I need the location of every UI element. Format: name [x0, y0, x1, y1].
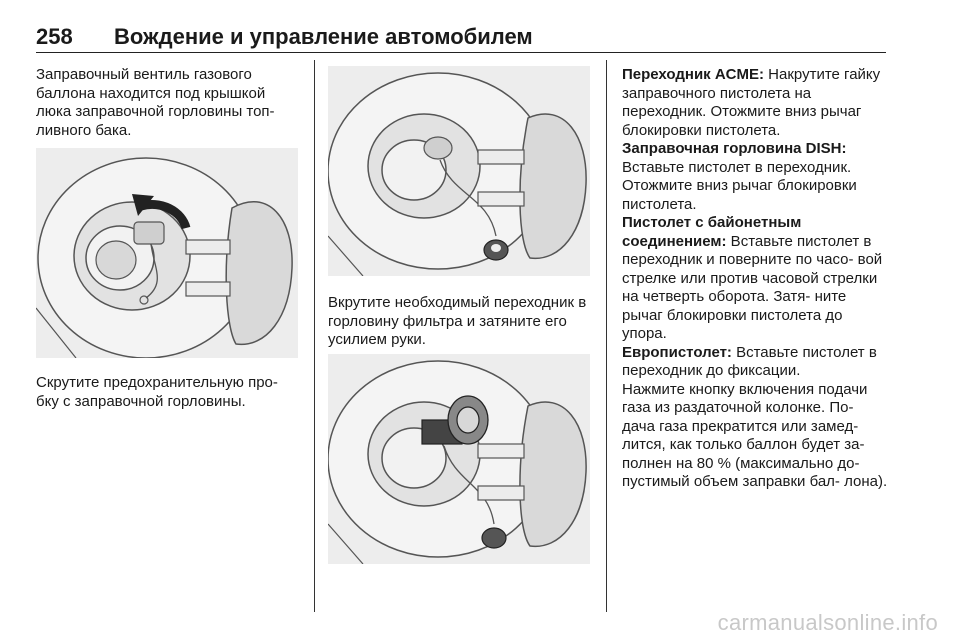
col1-caption: Скрутите предохранительную про- бку с заправочной горловины.	[36, 374, 278, 410]
column-divider-1	[314, 60, 315, 612]
illustration-open-filler	[328, 66, 590, 276]
watermark: carmanualsonline.info	[717, 610, 938, 635]
illustration-remove-cap	[36, 148, 298, 358]
instruction-acme	[622, 66, 888, 140]
page-header	[36, 26, 886, 53]
text-euro: Вставьте пистолет в переходник до фиксации.	[622, 343, 877, 379]
term-bayonet: Пистолет с байонетным соединением:	[622, 214, 802, 250]
instruction-dish	[622, 140, 888, 214]
column-divider-2	[606, 60, 607, 612]
instruction-start-fill	[622, 381, 888, 492]
term-euro: Европистолет:	[622, 343, 732, 361]
text-dish: Вставьте пистолет в переходник. Отожмите вниз рычаг блокировки пистолета.	[622, 158, 857, 213]
instruction-euro	[622, 344, 888, 381]
text-bayonet: Вставьте пистолет в переходник и поверните по часо- вой стрелке или против часовой стрелки на четверть оборота. Затя- ните рычаг блокировки пистолета до упора.	[622, 232, 883, 342]
term-dish: Заправочная горловина DISH:	[622, 140, 847, 157]
col1-intro-text: Заправочный вентиль газового баллона находится под крышкой люка заправочной горловины топ- ливного бака.	[36, 66, 275, 139]
text-acme: Накрутите гайку заправочного пистолета на переходник. Отожмите вниз рычаг блокировки пистолета.	[622, 66, 881, 139]
figure-open-filler	[328, 66, 590, 276]
col3-instructions	[622, 66, 888, 492]
instruction-bayonet	[622, 214, 888, 344]
chapter-title: Вождение и управление автомобилем	[114, 24, 533, 49]
text-start-fill: Нажмите кнопку включения подачи газа из раздаточной колонке. По- дача газа прекратится или замед- лится, как только баллон будет за- полнен на 80 % (максимально до- пустимый объем заправки бал- лона).	[622, 380, 888, 490]
page-number: 258	[36, 24, 73, 49]
figure-remove-cap	[36, 148, 298, 358]
term-acme: Переходник ACME:	[622, 66, 765, 83]
figure-install-adapter	[328, 354, 590, 564]
illustration-install-adapter	[328, 354, 590, 564]
col2-caption: Вкрутите необходимый переходник в горловину фильтра и затяните его усилием руки.	[328, 294, 587, 348]
